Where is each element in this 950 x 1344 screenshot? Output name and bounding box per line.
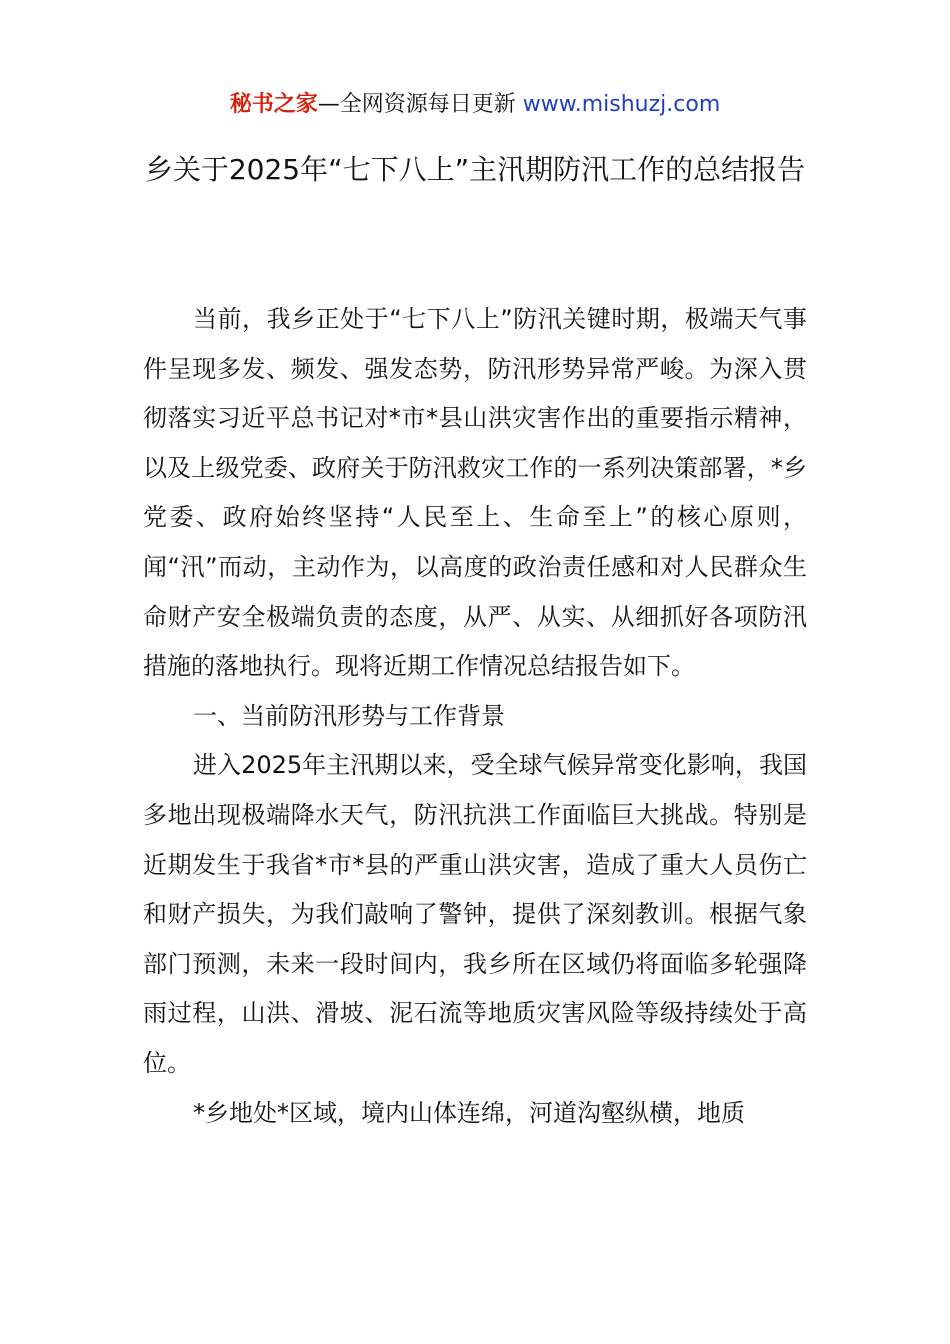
- site-url[interactable]: www.mishuzj.com: [522, 92, 721, 117]
- document-body: [143, 295, 807, 1138]
- intro-paragraph: 当前，我乡正处于“七下八上”防汛关键时期，极端天气事件呈现多发、频发、强发态势，防汛形势异常严峻。为深入贯彻落实习近平总书记对*市*县山洪灾害作出的重要指示精神，以及上级党委、政府关于防汛救灾工作的一系列决策部署，*乡党委、政府始终坚持“人民至上、生命至上”的核心原则，闻“汛”而动，主动作为，以高度的政治责任感和对人民群众生命财产安全极端负责的态度，从严、从实、从细抓好各项防汛措施的落地执行。现将近期工作情况总结报告如下。: [143, 305, 807, 681]
- header-slogan: —全网资源每日更新: [317, 92, 523, 117]
- section1-paragraph-2: *乡地处*区域，境内山体连绵，河道沟壑纵横，地质: [193, 1098, 745, 1127]
- section-heading-1: 一、当前防汛形势与工作背景: [193, 701, 505, 730]
- section1-paragraph-1: 进入2025年主汛期以来，受全球气候异常变化影响，我国多地出现极端降水天气，防汛抗洪工作面临巨大挑战。特别是近期发生于我省*市*县的严重山洪灾害，造成了重大人员伤亡和财产损失，为我们敲响了警钟，提供了深刻教训。根据气象部门预测，未来一段时间内，我乡所在区域仍将面临多轮强降雨过程，山洪、滑坡、泥石流等地质灾害风险等级持续处于高位。: [143, 751, 807, 1077]
- brand-name: 秘书之家: [229, 92, 318, 117]
- document-title: 乡关于2025年“七下八上”主汛期防汛工作的总结报告: [144, 153, 806, 186]
- site-header: [0, 88, 950, 122]
